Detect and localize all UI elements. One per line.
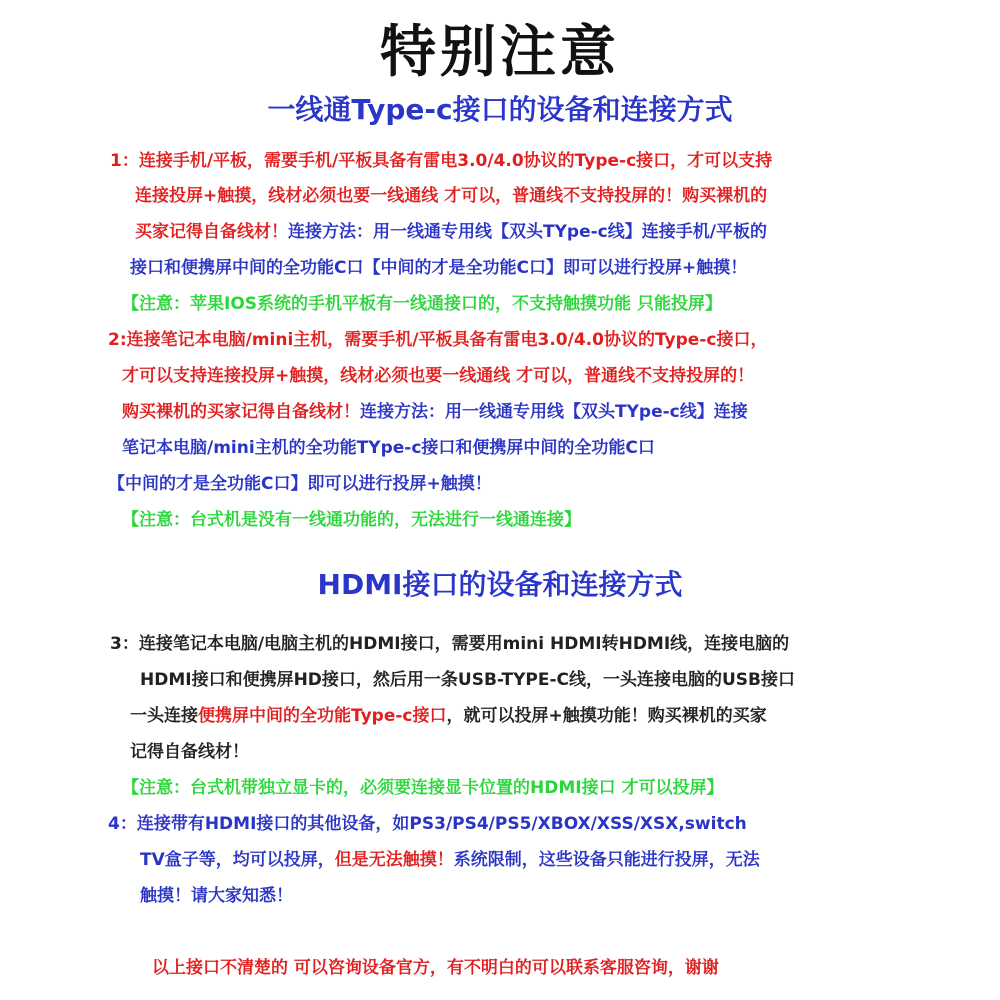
item2-line3-warning: 购买裸机的买家记得自备线材！ bbox=[122, 402, 360, 422]
item3-note: 【注意：台式机带独立显卡的，必须要连接显卡位置的HDMI接口 才可以投屏】 bbox=[122, 778, 724, 798]
item1-note: 【注意：苹果IOS系统的手机平板有一线通接口的，不支持触摸功能 只能投屏】 bbox=[122, 294, 722, 314]
item3-line3 bbox=[130, 704, 767, 728]
item4-line3: 触摸！请大家知悉！ bbox=[140, 886, 293, 906]
item1-line3 bbox=[135, 220, 767, 244]
item3-line3-highlight: 便携屏中间的全功能Type-c接口 bbox=[198, 706, 447, 726]
item2-line1: 2:连接笔记本电脑/mini主机，需要手机/平板具备有雷电3.0/4.0协议的Type-c接口， bbox=[108, 330, 768, 350]
item2-line3-method: 连接方法：用一线通专用线【双头TYpe-c线】连接 bbox=[360, 402, 748, 422]
item1-line1: 1：连接手机/平板，需要手机/平板具备有雷电3.0/4.0协议的Type-c接口，才可以支持 bbox=[110, 151, 773, 171]
item1-line4: 接口和便携屏中间的全功能C口【中间的才是全功能C口】即可以进行投屏+触摸！ bbox=[130, 258, 748, 278]
item3-line2: HDMI接口和便携屏HD接口，然后用一条USB-TYPE-C线，一头连接电脑的USB接口 bbox=[140, 670, 795, 690]
item4-line2-end: 系统限制，这些设备只能进行投屏，无法 bbox=[453, 850, 760, 870]
item1-line3-warning: 买家记得自备线材！ bbox=[135, 222, 288, 242]
section-title-hdmi: HDMI接口的设备和连接方式 bbox=[317, 568, 683, 601]
item1-line3-method: 连接方法：用一线通专用线【双头TYpe-c线】连接手机/平板的 bbox=[288, 222, 767, 242]
item4-line2-start: TV盒子等，均可以投屏， bbox=[140, 850, 335, 870]
item4-line1: 4：连接带有HDMI接口的其他设备，如PS3/PS4/PS5/XBOX/XSS/XSX,switch bbox=[108, 814, 747, 834]
footer-note: 以上接口不清楚的 可以咨询设备官方，有不明白的可以联系客服咨询，谢谢 bbox=[152, 958, 719, 978]
item2-line2: 才可以支持连接投屏+触摸，线材必须也要一线通线 才可以，普通线不支持投屏的！ bbox=[122, 366, 755, 386]
item3-line1: 3：连接笔记本电脑/电脑主机的HDMI接口，需要用mini HDMI转HDMI线，连接电脑的 bbox=[110, 634, 790, 654]
item3-line4: 记得自备线材！ bbox=[130, 742, 249, 762]
item4-line2-warning: 但是无法触摸！ bbox=[334, 850, 454, 870]
item4-line2 bbox=[140, 848, 760, 872]
item2-line4: 笔记本电脑/mini主机的全功能TYpe-c接口和便携屏中间的全功能C口 bbox=[122, 438, 655, 458]
item1-line2: 连接投屏+触摸，线材必须也要一线通线 才可以，普通线不支持投屏的！购买裸机的 bbox=[135, 186, 768, 206]
item2-line5: 【中间的才是全功能C口】即可以进行投屏+触摸！ bbox=[108, 474, 492, 494]
item3-line3-start: 一头连接 bbox=[130, 706, 198, 726]
item2-line3 bbox=[122, 400, 748, 424]
item2-note: 【注意：台式机是没有一线通功能的，无法进行一线通连接】 bbox=[122, 510, 581, 530]
item3-line3-end: ，就可以投屏+触摸功能！购买裸机的买家 bbox=[446, 706, 767, 726]
page-title: 特别注意 bbox=[380, 20, 620, 85]
section-title-typec: 一线通Type-c接口的设备和连接方式 bbox=[267, 93, 733, 126]
